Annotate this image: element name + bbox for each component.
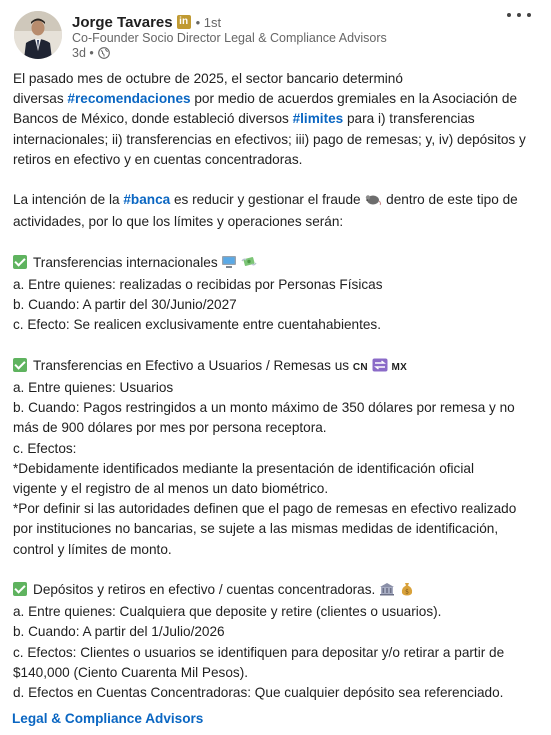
hashtag-limites[interactable]: #limites xyxy=(292,111,344,127)
linkedin-premium-icon: in xyxy=(177,15,191,29)
paragraph-2-line: actividades, por lo que los límites y operaciones serán: xyxy=(13,214,344,230)
section-3-item: a. Entre quienes: Cualquiera que deposite y retire (clientes o usuarios). xyxy=(13,604,442,620)
globe-icon xyxy=(98,47,110,59)
section-1-item: c. Efecto: Se realicen exclusivamente entre cuentahabientes. xyxy=(13,317,382,333)
text: por medio de acuerdos gremiales en la Asociación de xyxy=(190,91,518,107)
money-wings-icon xyxy=(241,255,257,275)
text: para i) transferencias xyxy=(343,111,475,127)
section-1-title xyxy=(13,253,539,275)
text: dentro de este tipo de xyxy=(382,192,518,208)
section-3-item: d. Efectos en Cuentas Concentradoras: Que cualquier depósito sea referenciado. xyxy=(13,685,504,701)
hashtag-banca[interactable]: #banca xyxy=(123,192,171,208)
connection-degree: • 1st xyxy=(195,14,222,30)
paragraph-1-line: retiros en efectivo y en cuentas concentradoras. xyxy=(13,151,303,167)
post-content xyxy=(13,69,539,703)
text: diversas xyxy=(13,91,68,107)
section-2-item: por instituciones no bancarias, se sujete a las mismas medidas de identificación, xyxy=(13,521,499,537)
section-3-item: b. Cuando: A partir del 1/Julio/2026 xyxy=(13,624,225,640)
text: La intención de la xyxy=(13,192,124,208)
section-2-item: b. Cuando: Pagos restringidos a un monto máximo de 350 dólares por remesa y no xyxy=(13,400,515,416)
author-name[interactable]: Jorge Tavares xyxy=(72,13,173,31)
rat-emoji-icon xyxy=(364,192,382,212)
paragraph-2-line xyxy=(13,190,539,212)
section-1-item: b. Cuando: A partir del 30/Junio/2027 xyxy=(13,297,237,313)
money-bag-icon xyxy=(399,582,415,602)
hashtag-recomendaciones[interactable]: #recomendaciones xyxy=(67,91,191,107)
country-code-cn: CN xyxy=(352,361,368,373)
svg-text:$: $ xyxy=(404,588,409,596)
section-2-item: c. Efectos: xyxy=(13,440,77,456)
section-2-item: *Debidamente identificados mediante la presentación de identificación oficial xyxy=(13,460,474,476)
check-icon xyxy=(13,255,27,269)
check-icon xyxy=(13,358,27,372)
bank-icon xyxy=(379,582,395,602)
post-header xyxy=(0,0,551,64)
more-options-icon[interactable] xyxy=(507,6,531,24)
computer-icon xyxy=(221,255,237,275)
section-2-item: a. Entre quienes: Usuarios xyxy=(13,380,174,395)
section-3-title xyxy=(13,580,539,602)
paragraph-1-line xyxy=(13,109,539,129)
section-1-item: a. Entre quienes: realizadas o recibidas por Personas Físicas xyxy=(13,277,383,292)
exchange-arrows-icon xyxy=(372,358,388,378)
section-3-item: $140,000 (Ciento Cuarenta Mil Pesos). xyxy=(13,664,248,680)
paragraph-1-line: internacionales; ii) transferencias en efectivos; iii) pago de remesas; y, iv) depósitos y xyxy=(13,131,526,147)
text: Transferencias en Efectivo a Usuarios / Remesas us xyxy=(33,357,350,373)
section-2-item: más de 900 dólares por mes por persona receptora. xyxy=(13,420,327,436)
country-code-mx: MX xyxy=(391,361,408,373)
text: es reducir y gestionar el fraude xyxy=(170,192,365,208)
text: Transferencias internacionales xyxy=(33,254,218,270)
section-2-item: control y límites de monto. xyxy=(13,541,172,557)
post-meta xyxy=(72,46,110,60)
author-headline: Co-Founder Socio Director Legal & Compliance Advisors xyxy=(72,31,387,45)
paragraph-1-line: El pasado mes de octubre de 2025, el sector bancario determinó xyxy=(13,71,403,86)
section-3-item: c. Efectos: Clientes o usuarios se identifiquen para depositar y/o retirar a partir de xyxy=(13,644,505,660)
post-time: 3d • xyxy=(72,46,94,60)
paragraph-1-line xyxy=(13,89,539,109)
section-2-item: *Por definir si las autoridades definen que el pago de remesas en efectivo realizado xyxy=(13,501,517,517)
text: Bancos de México, donde estableció diversos xyxy=(13,111,293,127)
section-2-title xyxy=(13,356,539,378)
section-2-item: vigente y el registro de al menos un dato biométrico. xyxy=(13,481,329,497)
check-icon xyxy=(13,582,27,596)
company-link[interactable]: Legal & Compliance Advisors xyxy=(12,711,204,726)
author-avatar[interactable] xyxy=(14,11,62,59)
author-name-row xyxy=(72,12,221,32)
text: Depósitos y retiros en efectivo / cuentas concentradoras. xyxy=(33,582,376,598)
